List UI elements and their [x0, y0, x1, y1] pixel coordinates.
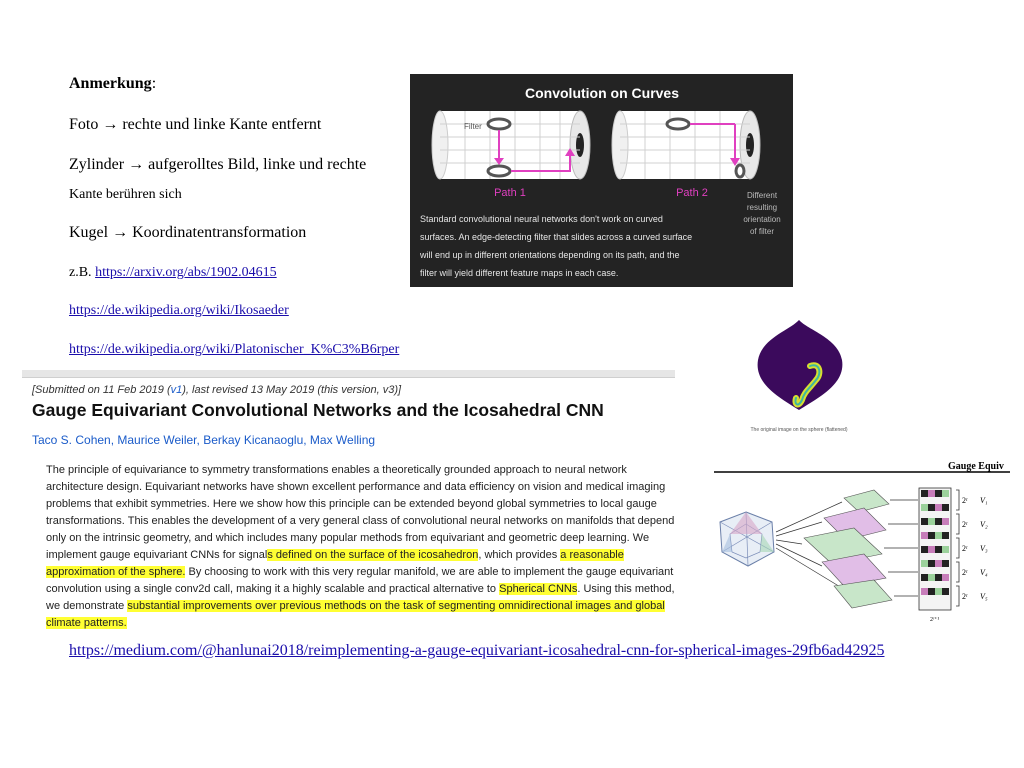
gauge-header: Gauge Equiv	[948, 461, 1004, 472]
arxiv-top-bar	[22, 370, 675, 378]
abstract-line	[46, 547, 671, 564]
gauge-label: 2ʳ	[962, 520, 968, 529]
side-note-line: orientation	[743, 215, 781, 224]
highlight: climate patterns.	[46, 617, 127, 629]
gauge-label: V₂	[980, 520, 988, 529]
gauge-label: 2ʳ	[962, 592, 968, 601]
note-heading-text: Anmerkung	[69, 75, 152, 92]
side-note	[743, 191, 780, 236]
abstract-line	[46, 598, 671, 615]
caption-line: filter will yield different feature maps in each case.	[420, 268, 619, 278]
arxiv-link[interactable]: https://arxiv.org/abs/1902.04615	[95, 265, 277, 280]
gauge-label: 2ʳ	[962, 496, 968, 505]
arxiv-submitted-info	[32, 384, 401, 396]
chart-grids	[804, 490, 892, 608]
note-line-kugel: Kugel → Koordinatentransformation	[69, 224, 307, 241]
filter-icon	[488, 119, 510, 129]
cylinder-1	[432, 111, 590, 179]
note-link-platonisch	[69, 340, 399, 360]
paper-abstract	[46, 462, 675, 632]
convolution-on-curves-figure	[410, 74, 793, 287]
submitted-text: ), last revised 13 May 2019 (this version, v3)]	[182, 384, 402, 396]
note-line-zylinder-cont: Kante berühren sich	[69, 187, 182, 202]
note-heading	[69, 74, 156, 94]
path2-label: Path 2	[676, 187, 708, 199]
caption-line: Standard convolutional neural networks don't work on curved	[420, 214, 663, 224]
gauge-label: V₃	[980, 544, 988, 553]
abstract-line: only on the intrinsic geometry, and which includes many popular methods from equivariant and geometric deep learning. We	[46, 532, 650, 544]
arxiv-abstract-screenshot	[22, 370, 675, 632]
gauge-label: 2ʳ	[962, 544, 968, 553]
paper-title: Gauge Equivariant Convolutional Networks and the Icosahedral CNN	[32, 400, 604, 420]
abstract-line: transformations. This enables the development of a very general class of convolutional neural networks on manifolds that depend	[46, 515, 675, 527]
convolution-diagram	[410, 74, 793, 287]
path1-label: Path 1	[494, 187, 526, 199]
gauge-label: V₅	[980, 592, 988, 601]
abstract-text: convolution using a single conv2d call, making it a highly scalable and practical alternative to	[46, 583, 500, 595]
version-v1-link[interactable]: v1	[170, 384, 183, 396]
feature-matrix	[919, 488, 951, 610]
platonischer-koerper-link[interactable]: https://de.wikipedia.org/wiki/Platonischer_K%C3%B6rper	[69, 342, 400, 357]
icosahedral-cnn-diagram	[714, 458, 1010, 630]
gauge-label: 2ʳ	[962, 568, 968, 577]
sphere-caption: The original image on the sphere (flattened)	[750, 427, 848, 433]
abstract-line	[46, 615, 671, 632]
highlight: substantial improvements over previous methods on the task of segmenting omnidirectional images and global	[127, 600, 665, 612]
note-example-prefix: z.B.	[69, 265, 96, 280]
abstract-text: , which provides	[478, 549, 561, 561]
abstract-text: . Using this method,	[577, 583, 675, 595]
abstract-line: The principle of equivariance to symmetry transformations enables a theoretically grounded approach to neural network	[46, 464, 627, 476]
highlight: s defined on the surface of the icosahedron	[267, 549, 479, 561]
highlight: approximation of the sphere.	[46, 566, 186, 578]
note-link-ikosaeder	[69, 301, 289, 321]
side-note-line: Different	[746, 191, 778, 200]
conv-title: Convolution on Curves	[525, 85, 679, 101]
abstract-line	[46, 564, 674, 581]
gauge-label: V₁	[980, 496, 988, 505]
gauge-label: V₄	[980, 568, 988, 577]
note-line-zylinder: Zylinder → aufgerolltes Bild, linke und rechte	[69, 156, 367, 173]
highlight: Spherical CNNs	[499, 583, 578, 595]
cylinder-2	[612, 111, 760, 179]
abstract-line: problems that exhibit symmetries. Here we show how this principle can be extended beyond global symmetries to local gauge	[46, 498, 657, 510]
note-heading-colon: :	[151, 75, 157, 92]
caption-line: surfaces. An edge-detecting filter that slides across a curved surface	[420, 232, 693, 242]
note-example	[69, 263, 277, 283]
icosahedron-icon	[720, 512, 774, 566]
note-line-foto: Foto → rechte und linke Kante entfernt	[69, 116, 322, 133]
abstract-text: By choosing to work with this very regular manifold, we are able to implement the gauge equivariant	[185, 566, 674, 578]
submitted-text: [Submitted on 11 Feb 2019 (	[32, 384, 171, 396]
abstract-text: implement gauge equivariant CNNs for signal	[46, 549, 268, 561]
side-note-line: resulting	[746, 203, 778, 212]
gauge-bottom-label: 2ʳ⁺¹	[930, 617, 940, 623]
conv-caption	[419, 214, 692, 278]
medium-article-link[interactable]: https://medium.com/@hanlunai2018/reimplementing-a-gauge-equivariant-icosahedral-cnn-for-spherical-images-29fb6ad42925	[69, 642, 885, 659]
sphere-figure	[738, 318, 860, 438]
highlight: a reasonable	[560, 549, 624, 561]
caption-line: will end up in different orientations depending on its path, and the	[420, 250, 680, 260]
side-note-line: of filter	[749, 227, 775, 236]
filter-label: Filter	[464, 122, 482, 131]
paper-authors[interactable]: Taco S. Cohen, Maurice Weiler, Berkay Kicanaoglu, Max Welling	[32, 433, 376, 447]
ikosaeder-link[interactable]: https://de.wikipedia.org/wiki/Ikosaeder	[69, 303, 289, 318]
abstract-text: we demonstrate	[46, 600, 128, 612]
gauge-equivariant-figure	[714, 458, 1010, 630]
flattened-sphere-image	[738, 318, 860, 438]
abstract-line: architecture design. Equivariant networks have shown excellent performance and data efficiency on vision and medical imaging	[46, 481, 666, 493]
abstract-line	[46, 581, 675, 598]
